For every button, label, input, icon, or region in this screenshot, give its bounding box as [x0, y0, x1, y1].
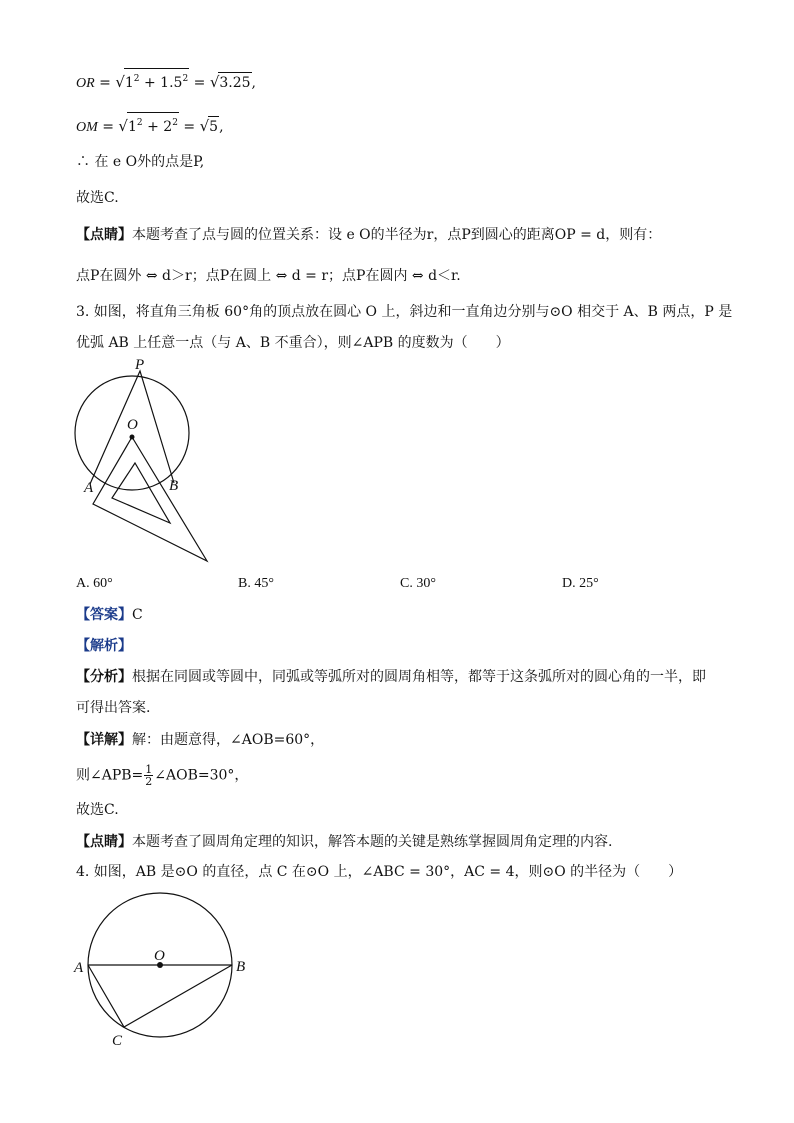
- question-3-line-2: 优弧 AB 上任意一点（与 A、B 不重合），则∠APB 的度数为（ ）: [76, 335, 510, 351]
- analysis-line-2: 可得出答案.: [76, 700, 151, 716]
- option-a: A. 60°: [76, 576, 113, 591]
- fraction-half: $\frac{1}{2}$: [145, 763, 153, 788]
- answer-label: 【答案】: [76, 607, 132, 623]
- label-b: B: [236, 959, 246, 975]
- analysis-line-1: 【分析】根据在同圆或等圆中，同弧或等弧所对的圆周角相等，都等于这条弧所对的圆心角的一半，即: [76, 669, 706, 685]
- set-square-outer: [93, 437, 207, 561]
- detail-line: 【详解】解：由题意得，∠AOB=60°，: [76, 732, 325, 748]
- choose-c-line-2: 故选C.: [76, 802, 119, 818]
- label-a: A: [84, 480, 94, 496]
- label-c: C: [112, 1033, 123, 1049]
- tip-1-cases: 点P在圆外 ⇔ d＞r；点P在圆上 ⇔ d = r；点P在圆内 ⇔ d＜r.: [76, 268, 461, 284]
- question-3-line-1: 3. 如图，将直角三角板 60°角的顶点放在圆心 O 上，斜边和一直角边分别与⊙O 相交于 A、B 两点，P 是: [76, 304, 733, 320]
- tip-label: 【点睛】: [76, 227, 132, 243]
- label-a: A: [74, 960, 84, 976]
- center-point-o: [130, 435, 135, 440]
- label-o: O: [127, 417, 138, 433]
- label-p: P: [135, 357, 145, 373]
- formula-or: OR = $√1^2 + 1.5^2 = √3.25$,: [76, 68, 256, 94]
- tip-1: 【点睛】本题考查了点与圆的位置关系：设 e O的半径为r，点P到圆心的距离OP = d，则有：: [76, 227, 662, 243]
- analysis-label: 【解析】: [76, 638, 132, 654]
- choose-c-line-1: 故选C.: [76, 190, 119, 206]
- option-b: B. 45°: [238, 576, 274, 591]
- therefore-line: ∴ 在 e O外的点是P,: [76, 154, 205, 170]
- figure-question-3: [60, 356, 230, 566]
- chords-ac-cb: [88, 965, 232, 1027]
- formula-om: OM = $√1^2 + 2^2 = √5$,: [76, 112, 224, 138]
- answer-line: [76, 605, 143, 625]
- answer-value: C: [132, 607, 143, 623]
- question-4-line: 4. 如图，AB 是⊙O 的直径，点 C 在⊙O 上，∠ABC = 30°，AC = 4，则⊙O 的半径为（ ）: [76, 864, 683, 880]
- figure-question-4: [70, 880, 260, 1050]
- label-b: B: [169, 478, 179, 494]
- then-line: 则∠APB= $\frac{1}{2}$ ∠AOB=30°，: [76, 763, 249, 788]
- circle-o: [75, 376, 189, 490]
- option-d: D. 25°: [562, 576, 599, 591]
- set-square-inner: [112, 463, 170, 523]
- label-o: O: [154, 948, 165, 964]
- tip-2: 【点睛】本题考查了圆周角定理的知识，解答本题的关键是熟练掌握圆周角定理的内容.: [76, 834, 613, 850]
- option-c: C. 30°: [400, 576, 436, 591]
